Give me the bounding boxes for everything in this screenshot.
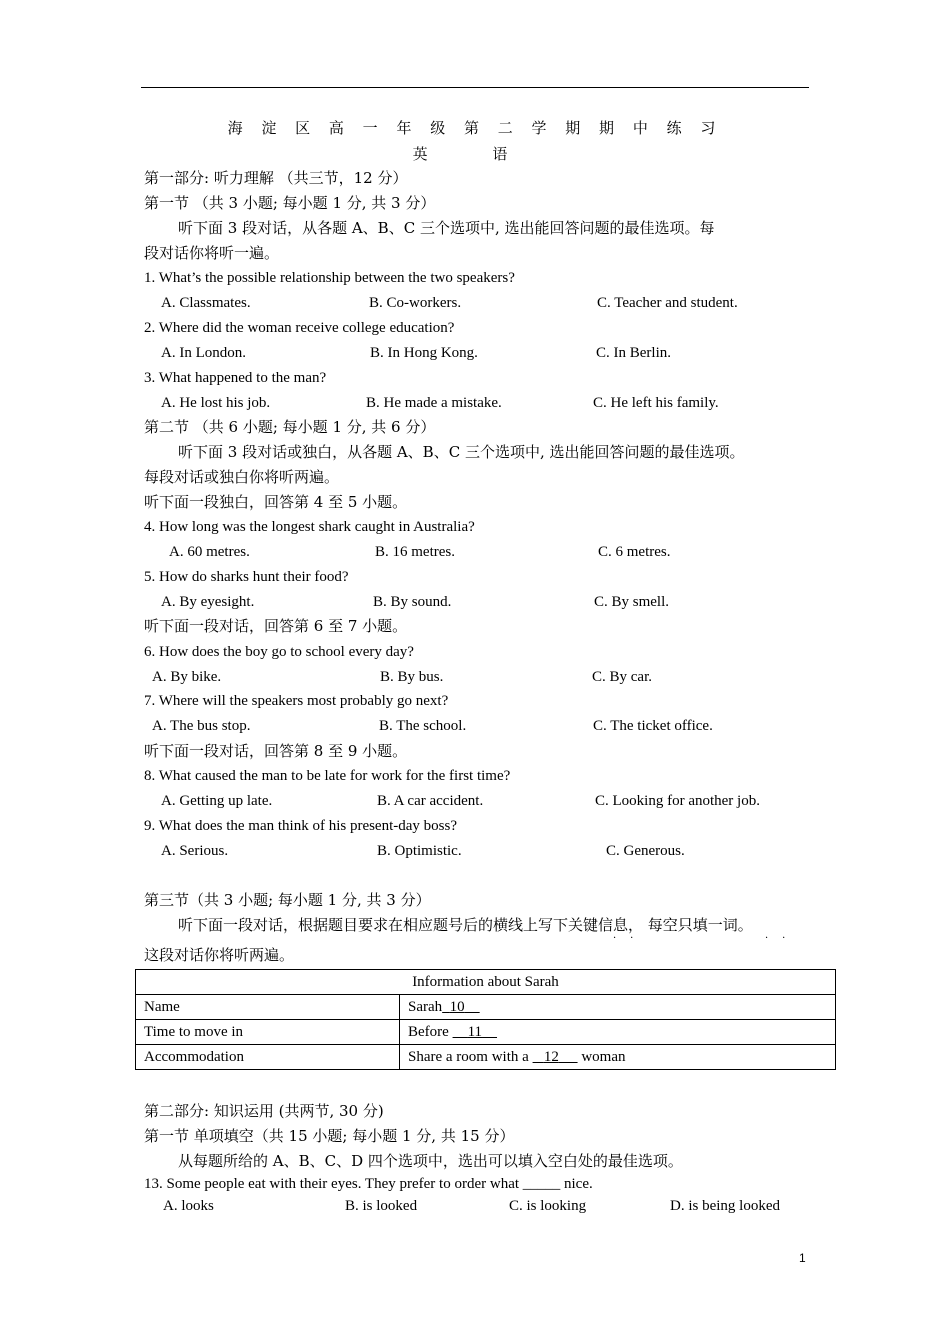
q3-option-a: A. He lost his job.	[161, 395, 271, 411]
note-q6-7: 听下面一段对话，回答第 6 至 7 小题。	[144, 617, 408, 635]
row-value-time	[400, 1020, 836, 1045]
q2-option-c: C. In Berlin.	[596, 345, 671, 361]
blank-12: 12	[543, 1048, 559, 1065]
sec2-instruction-line1: 听下面 3 段对话或独白，从各题 A、B、C 三个选项中, 选出能回答问题的最佳选项。	[178, 443, 745, 461]
question-5: 5. How do sharks hunt their food?	[144, 569, 349, 585]
table-row	[136, 995, 836, 1020]
row-value-accommodation	[400, 1045, 836, 1070]
sec2-instruction-line2: 每段对话或独白你将听两遍。	[144, 468, 340, 486]
q4-option-c: C. 6 metres.	[598, 544, 671, 560]
q7-option-a: A. The bus stop.	[152, 718, 251, 734]
q1-option-b: B. Co-workers.	[369, 295, 462, 311]
question-6: 6. How does the boy go to school every day?	[144, 644, 414, 660]
note-q8-9: 听下面一段对话，回答第 8 至 9 小题。	[144, 742, 408, 760]
value-suffix: woman	[581, 1048, 626, 1065]
header-rule	[141, 87, 809, 88]
sec3-instruction-line1: 听下面一段对话，根据题目要求在相应题号后的横线上写下关键信息， 每空只填一词。	[178, 916, 753, 934]
sec2-heading: 第二节 （共 6 小题; 每小题 1 分, 共 6 分）	[144, 418, 436, 436]
info-table	[135, 969, 836, 1070]
part2-sec1-instruction: 从每题所给的 A、B、C、D 四个选项中，选出可以填入空白处的最佳选项。	[178, 1152, 683, 1170]
table-row	[136, 970, 836, 995]
q8-option-b: B. A car accident.	[377, 793, 484, 809]
value-prefix: Before	[408, 1023, 449, 1040]
sec1-instruction-line1: 听下面 3 段对话，从各题 A、B、C 三个选项中, 选出能回答问题的最佳选项。每	[178, 219, 715, 237]
emphasis-dots-1: ··	[613, 933, 648, 944]
part1-heading: 第一部分: 听力理解 （共三节，12 分）	[144, 169, 408, 187]
emphasis-dots-2: ··	[765, 933, 800, 944]
q7-option-c: C. The ticket office.	[593, 718, 713, 734]
note-q4-5: 听下面一段独白，回答第 4 至 5 小题。	[144, 493, 408, 511]
row-label-time: Time to move in	[136, 1020, 400, 1045]
q8-option-a: A. Getting up late.	[161, 793, 273, 809]
q13-option-b: B. is looked	[345, 1198, 418, 1214]
q7-option-b: B. The school.	[379, 718, 467, 734]
q4-option-b: B. 16 metres.	[375, 544, 455, 560]
q6-option-a: A. By bike.	[152, 669, 222, 685]
value-prefix: Sarah	[408, 998, 443, 1015]
part2-heading: 第二部分: 知识运用 (共两节, 30 分)	[144, 1102, 384, 1120]
question-8: 8. What caused the man to be late for work for the first time?	[144, 768, 511, 784]
question-9: 9. What does the man think of his present-day boss?	[144, 818, 457, 834]
row-label-accommodation: Accommodation	[136, 1045, 400, 1070]
q3-option-c: C. He left his family.	[593, 395, 719, 411]
q5-option-a: A. By eyesight.	[161, 594, 255, 610]
subject-title: 英 语	[412, 145, 538, 163]
q13-option-c: C. is looking	[509, 1198, 587, 1214]
question-13: 13. Some people eat with their eyes. They prefer to order what _____ nice.	[144, 1176, 593, 1192]
table-title: Information about Sarah	[136, 970, 836, 995]
q9-option-c: C. Generous.	[606, 843, 685, 859]
q8-option-c: C. Looking for another job.	[595, 793, 760, 809]
blank-10: 10	[449, 998, 465, 1015]
row-value-name	[400, 995, 836, 1020]
q1-option-c: C. Teacher and student.	[597, 295, 738, 311]
value-prefix: Share a room with a	[408, 1048, 529, 1065]
q6-option-b: B. By bus.	[380, 669, 444, 685]
exam-title: 海 淀 区 高 一 年 级 第 二 学 期 期 中 练 习	[227, 119, 723, 137]
q3-option-b: B. He made a mistake.	[366, 395, 502, 411]
part2-sec1-heading: 第一节 单项填空（共 15 小题; 每小题 1 分, 共 15 分）	[144, 1127, 515, 1145]
sec3-heading: 第三节（共 3 小题; 每小题 1 分, 共 3 分）	[144, 891, 431, 909]
page-number: 1	[799, 1251, 806, 1265]
q9-option-b: B. Optimistic.	[377, 843, 462, 859]
question-3: 3. What happened to the man?	[144, 370, 327, 386]
question-2: 2. Where did the woman receive college education?	[144, 320, 455, 336]
q6-option-c: C. By car.	[592, 669, 652, 685]
sec1-instruction-line2: 段对话你将听一遍。	[144, 244, 280, 262]
blank-11: 11	[467, 1023, 483, 1040]
row-label-name: Name	[136, 995, 400, 1020]
question-4: 4. How long was the longest shark caught in Australia?	[144, 519, 475, 535]
q13-option-a: A. looks	[163, 1198, 214, 1214]
q1-option-a: A. Classmates.	[161, 295, 251, 311]
q2-option-a: A. In London.	[161, 345, 246, 361]
q13-option-d: D. is being looked	[670, 1198, 780, 1214]
question-7: 7. Where will the speakers most probably go next?	[144, 693, 449, 709]
q5-option-b: B. By sound.	[373, 594, 452, 610]
table-row	[136, 1045, 836, 1070]
table-row	[136, 1020, 836, 1045]
sec1-heading: 第一节 （共 3 小题; 每小题 1 分, 共 3 分）	[144, 194, 436, 212]
q2-option-b: B. In Hong Kong.	[370, 345, 478, 361]
sec3-instruction-line2: 这段对话你将听两遍。	[144, 946, 295, 964]
q5-option-c: C. By smell.	[594, 594, 670, 610]
question-1: 1. What’s the possible relationship between the two speakers?	[144, 270, 515, 286]
q4-option-a: A. 60 metres.	[169, 544, 250, 560]
q9-option-a: A. Serious.	[161, 843, 229, 859]
